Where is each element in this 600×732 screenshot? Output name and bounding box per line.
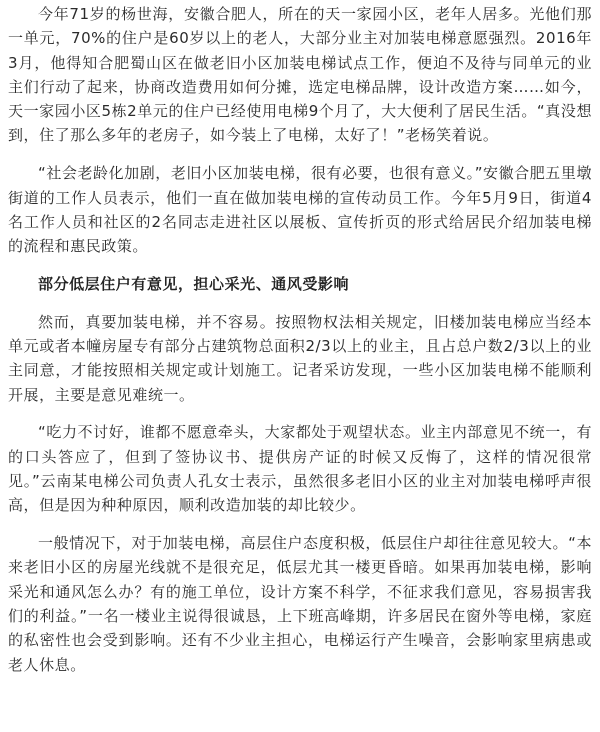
article-body — [8, 2, 592, 690]
paragraph-low-floor-residents: 一般情况下，对于加装电梯，高层住户态度积极，低层住户却往往意见较大。“本来老旧小区的房屋光线就不是很充足，低层尤其一楼更昏暗。如果再加装电梯，影响采光和通风怎么办？有的施工单位，设计方案不科学，不征求我们意见，容易损害我们的利益。”一名一楼业主说得很诚恳，上下班高峰期，许多居民在窗外等电梯，家庭的私密性也会受到影响。还有不少业主担心，电梯运行产生噪音，会影响家里病患或老人休息。 — [8, 534, 592, 674]
paragraph-street-office: “社会老龄化加剧，老旧小区加装电梯，很有必要，也很有意义。”安徽合肥五里墩街道的工作人员表示，他们一直在做加装电梯的宣传动员工作。今年5月9日，街道4名工作人员和社区的2名同志走进社区以展板、宣传折页的形式给居民介绍加装电梯的流程和惠民政策。 — [8, 164, 592, 256]
paragraph-intro: 今年71岁的杨世海，安徽合肥人，所在的天一家园小区，老年人居多。光他们那一单元，70%的住户是60岁以上的老人，大部分业主对加装电梯意愿强烈。2016年3月，他得知合肥蜀山区在做老旧小区加装电梯试点工作，便迫不及待与同单元的业主们行动了起来，协商改造费用如何分摊，选定电梯品牌，设计改造方案……如今，天一家园小区5栋2单元的住户已经使用电梯9个月了，大大便利了居民生活。“真没想到，住了那么多年的老房子，如今装上了电梯，太好了！”老杨笑着说。 — [8, 5, 592, 145]
section-subheading: 部分低层住户有意见，担心采光、通风受影响 — [38, 274, 350, 293]
paragraph-elevator-company: “吃力不讨好，谁都不愿意牵头，大家都处于观望状态。业主内部意见不统一，有的口头答应了，但到了签协议书、提供房产证的时候又反悔了，这样的情况很常见。”云南某电梯公司负责人孔女士表示，虽然很多老旧小区的业主对加装电梯呼声很高，但是因为种种原因，顺利改造加装的却比较少。 — [8, 423, 592, 515]
paragraph-property-law: 然而，真要加装电梯，并不容易。按照物权法相关规定，旧楼加装电梯应当经本单元或者本幢房屋专有部分占建筑物总面积2/3以上的业主，且占总户数2/3以上的业主同意，才能按照相关规定或计划施工。记者采访发现，一些小区加装电梯不能顺利开展，主要是意见难统一。 — [8, 312, 592, 404]
